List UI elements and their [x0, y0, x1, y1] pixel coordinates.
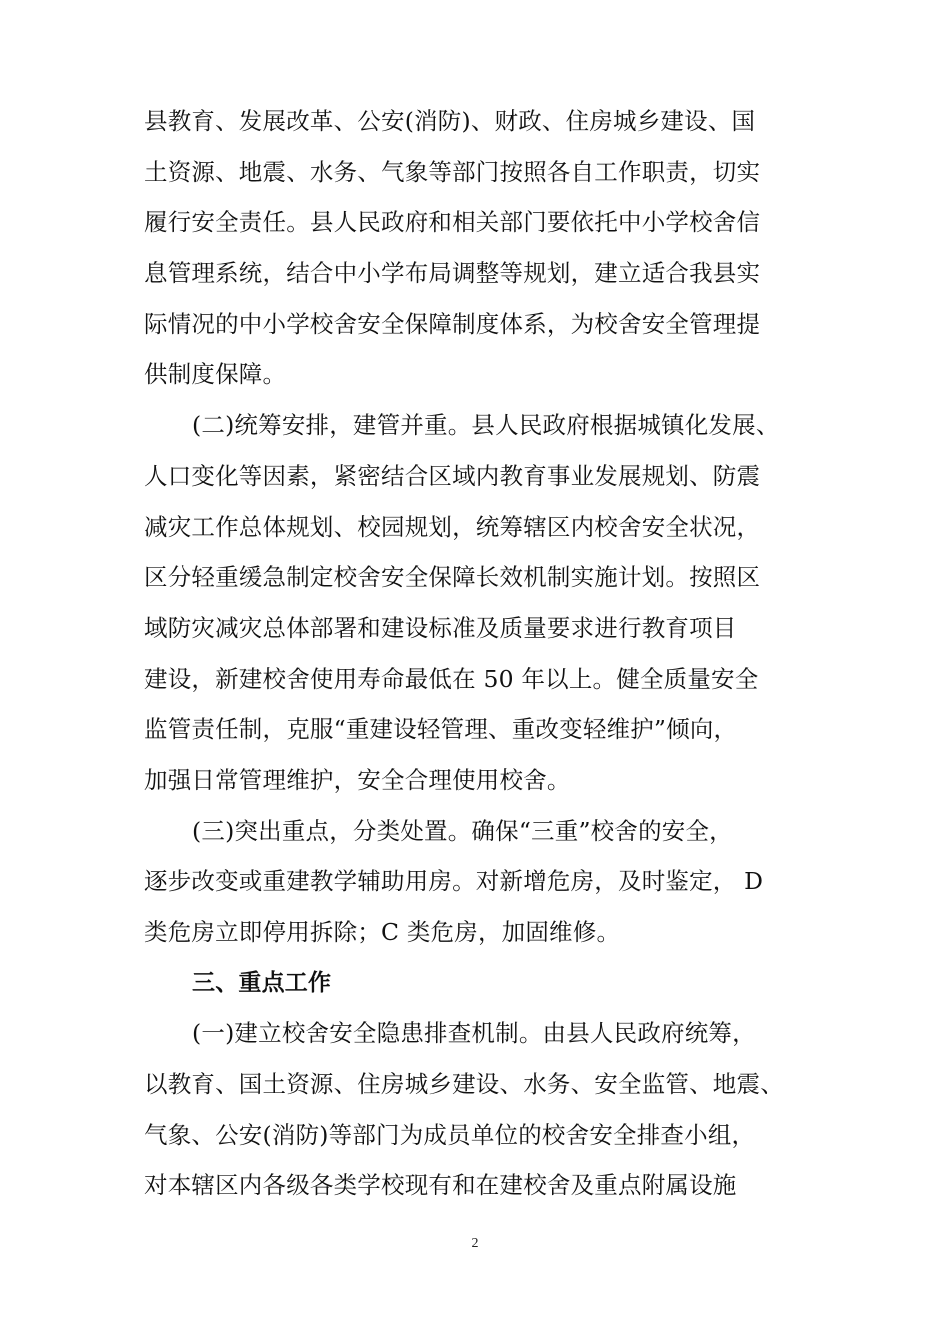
- text-line: (一)建立校舍安全隐患排查机制。由县人民政府统筹，: [192, 1019, 756, 1048]
- text-line: 供制度保障。: [144, 360, 287, 389]
- text-line: 域防灾减灾总体部署和建设标准及质量要求进行教育项目: [144, 613, 737, 642]
- text-line: 加强日常管理维护，安全合理使用校舍。: [144, 765, 571, 794]
- text-line: 建设，新建校舍使用寿命最低在 50 年以上。健全质量安全: [144, 664, 759, 693]
- page-number: 2: [471, 1236, 479, 1251]
- text-line: 减灾工作总体规划、校园规划，统筹辖区内校舍安全状况，: [144, 512, 761, 541]
- text-line: 际情况的中小学校舍安全保障制度体系，为校舍安全管理提: [144, 309, 761, 338]
- text-line: 人口变化等因素，紧密结合区域内教育事业发展规划、防震: [144, 461, 761, 490]
- text-line: 区分轻重缓急制定校舍安全保障长效机制实施计划。按照区: [144, 563, 761, 592]
- text-line: 对本辖区内各级各类学校现有和在建校舍及重点附属设施: [144, 1171, 737, 1200]
- text-line: 以教育、国土资源、住房城乡建设、水务、安全监管、地震、: [144, 1070, 784, 1099]
- section-heading: 三、重点工作: [192, 969, 332, 996]
- text-line: 类危房立即停用拆除；C 类危房，加固维修。: [144, 918, 621, 946]
- text-line: 县教育、发展改革、公安(消防)、财政、住房城乡建设、国: [144, 107, 756, 135]
- text-line: 逐步改变或重建教学辅助用房。对新增危房，及时鉴定， D: [144, 867, 764, 896]
- text-line: (三)突出重点，分类处置。确保“三重”校舍的安全，: [192, 816, 733, 845]
- text-line: 监管责任制，克服“重建设轻管理、重改变轻维护”倾向，: [144, 715, 738, 744]
- text-line: 履行安全责任。县人民政府和相关部门要依托中小学校舍信: [144, 208, 761, 237]
- text-line: 息管理系统，结合中小学布局调整等规划，建立适合我县实: [144, 259, 761, 288]
- text-line: (二)统筹安排，建管并重。县人民政府根据城镇化发展、: [192, 411, 780, 440]
- text-line: 土资源、地震、水务、气象等部门按照各自工作职责，切实: [144, 157, 761, 186]
- body-text: [144, 96, 834, 1211]
- text-line: 气象、公安(消防)等部门为成员单位的校舍安全排查小组，: [144, 1120, 756, 1149]
